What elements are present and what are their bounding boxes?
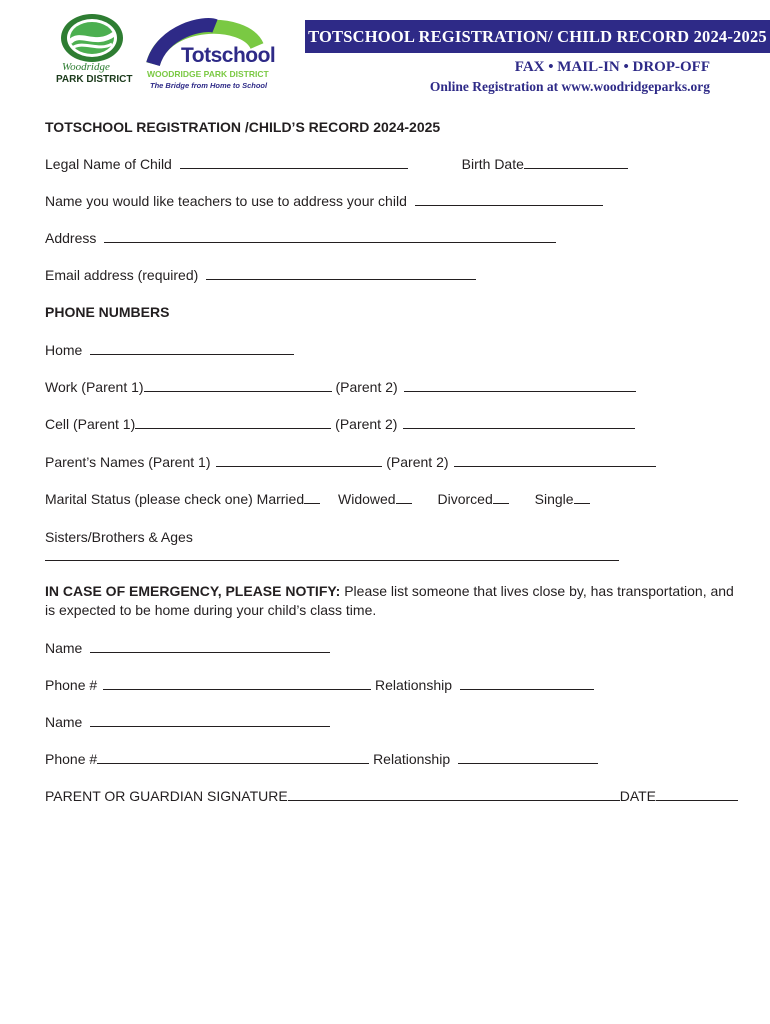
cell-parent1-field[interactable] bbox=[135, 415, 331, 429]
email-field[interactable] bbox=[206, 266, 476, 280]
parent-names-row bbox=[45, 453, 656, 471]
siblings-label: Sisters/Brothers & Ages bbox=[45, 529, 193, 545]
parent1-name-field[interactable] bbox=[216, 453, 382, 467]
marital-married-label: Marital Status (please check one) Married bbox=[45, 491, 305, 507]
date-field[interactable] bbox=[656, 787, 738, 801]
work-parent2-label: (Parent 2) bbox=[335, 379, 398, 395]
emergency-relationship1-label: Relationship bbox=[374, 677, 453, 693]
work-parent1-label: Work (Parent 1) bbox=[45, 379, 144, 395]
widowed-checkbox[interactable] bbox=[396, 490, 412, 504]
marital-divorced-label: Divorced bbox=[437, 491, 493, 507]
emergency-phone1-label: Phone # bbox=[45, 677, 98, 693]
legal-name-label: Legal Name of Child bbox=[45, 156, 172, 172]
emergency-phone2-field[interactable] bbox=[97, 750, 369, 764]
wpd-logo-line2: PARK DISTRICT bbox=[56, 74, 133, 85]
marital-status-row bbox=[45, 490, 590, 508]
emergency-name2-label: Name bbox=[45, 714, 83, 730]
parent2-name-label: (Parent 2) bbox=[386, 454, 449, 470]
address-row bbox=[45, 229, 556, 247]
totschool-tagline: The Bridge from Home to School bbox=[150, 81, 268, 90]
emergency-name1-field[interactable] bbox=[90, 639, 330, 653]
emergency-phone2-row bbox=[45, 750, 598, 768]
date-label: DATE bbox=[619, 788, 657, 804]
legal-name-field[interactable] bbox=[180, 155, 408, 169]
emergency-name1-label: Name bbox=[45, 640, 83, 656]
totschool-logo bbox=[145, 16, 276, 96]
work-parent2-field[interactable] bbox=[404, 378, 636, 392]
signature-field[interactable] bbox=[288, 787, 620, 801]
work-parent1-field[interactable] bbox=[144, 378, 332, 392]
form-title: TOTSCHOOL REGISTRATION /CHILD’S RECORD 2024-2025 bbox=[45, 119, 441, 135]
marital-widowed-label: Widowed bbox=[338, 491, 396, 507]
parent1-name-label: Parent’s Names (Parent 1) bbox=[45, 454, 211, 470]
emergency-relationship2-field[interactable] bbox=[458, 750, 598, 764]
totschool-org: WOODRIDGE PARK DISTRICT bbox=[147, 69, 269, 79]
woodridge-park-district-logo bbox=[50, 12, 140, 92]
emergency-relationship2-label: Relationship bbox=[373, 751, 451, 767]
legal-name-row bbox=[45, 155, 628, 173]
cell-parent2-field[interactable] bbox=[403, 415, 635, 429]
emergency-phone1-field[interactable] bbox=[103, 676, 371, 690]
birth-date-label: Birth Date bbox=[461, 156, 524, 172]
emergency-text: Please list someone that lives close by, has transportation, and is expected to be home during your child’s class time. bbox=[45, 583, 734, 618]
emergency-heading: IN CASE OF EMERGENCY, PLEASE NOTIFY: bbox=[45, 583, 341, 599]
email-row bbox=[45, 266, 476, 284]
cell-parent2-label: (Parent 2) bbox=[335, 416, 398, 432]
signature-label: PARENT OR GUARDIAN SIGNATURE bbox=[45, 788, 288, 804]
address-field[interactable] bbox=[104, 229, 556, 243]
cell-parent1-label: Cell (Parent 1) bbox=[45, 416, 136, 432]
married-checkbox[interactable] bbox=[304, 490, 320, 504]
preferred-name-label: Name you would like teachers to use to address your child bbox=[45, 193, 407, 209]
emergency-instructions bbox=[45, 582, 735, 620]
address-label: Address bbox=[45, 230, 97, 246]
wpd-logo-line1: Woodridge bbox=[62, 61, 110, 73]
home-phone-field[interactable] bbox=[90, 341, 294, 355]
page-banner: TOTSCHOOL REGISTRATION/ CHILD RECORD 2024-2025 bbox=[305, 20, 770, 53]
home-phone-label: Home bbox=[45, 342, 83, 358]
email-label: Email address (required) bbox=[45, 267, 199, 283]
online-registration-note: Online Registration at www.woodridgeparks.org bbox=[429, 79, 710, 94]
emergency-relationship1-field[interactable] bbox=[460, 676, 594, 690]
preferred-name-field[interactable] bbox=[415, 192, 603, 206]
home-phone-row bbox=[45, 341, 294, 359]
submission-methods: FAX • MAIL-IN • DROP-OFF bbox=[514, 59, 710, 75]
signature-row bbox=[45, 787, 738, 805]
divorced-checkbox[interactable] bbox=[493, 490, 509, 504]
work-phone-row bbox=[45, 378, 636, 396]
emergency-name1-row bbox=[45, 639, 330, 657]
parent2-name-field[interactable] bbox=[454, 453, 656, 467]
emergency-phone2-label: Phone # bbox=[45, 751, 98, 767]
emergency-name2-field[interactable] bbox=[90, 713, 330, 727]
phone-numbers-heading: PHONE NUMBERS bbox=[45, 304, 170, 320]
preferred-name-row bbox=[45, 192, 603, 210]
emergency-phone1-row bbox=[45, 676, 594, 694]
marital-single-label: Single bbox=[534, 491, 574, 507]
birth-date-field[interactable] bbox=[524, 155, 628, 169]
emergency-name2-row bbox=[45, 713, 330, 731]
single-checkbox[interactable] bbox=[574, 490, 590, 504]
siblings-field[interactable] bbox=[45, 560, 619, 561]
totschool-wordmark: Totschool bbox=[181, 44, 276, 67]
cell-phone-row bbox=[45, 415, 635, 433]
